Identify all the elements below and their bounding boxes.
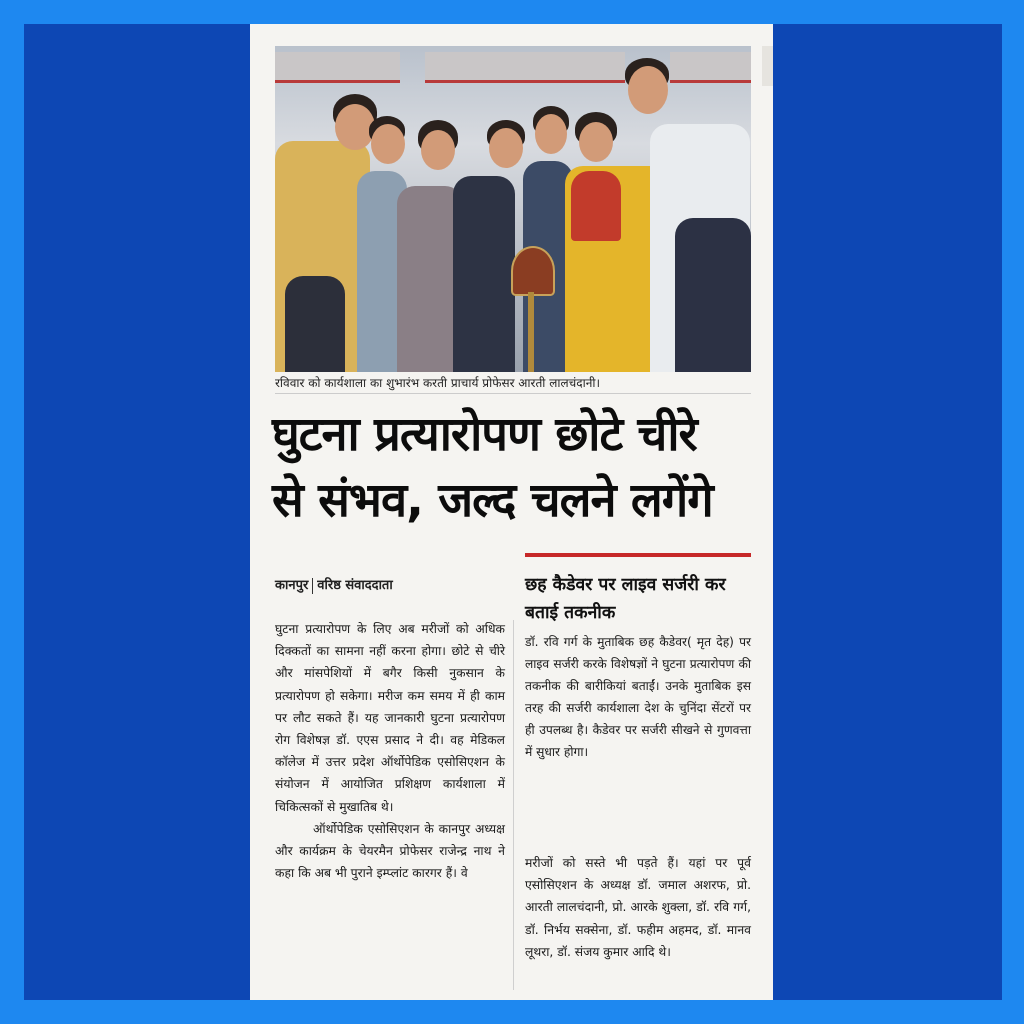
- body-column-left: [275, 618, 505, 884]
- lamp-stand: [528, 292, 534, 372]
- box-body: डॉ. रवि गर्ग के मुताबिक छह कैडेवर( मृत देह) पर लाइव सर्जरी करके विशेषज्ञों ने घुटना प्रत्यारोपण की तकनीक की बारीकियां बताईं। उनके मुताबिक इस तरह की सर्जरी कार्यशाला देश के चुनिंदा सेंटरों पर ही उपलब्ध है। कैडेवर पर सर्जरी सीखने से गुणवत्ता में सुधार होगा।: [525, 635, 751, 759]
- box-title: छह कैडेवर पर लाइव सर्जरी कर बताई तकनीक: [525, 575, 726, 623]
- headline-line-1: घुटना प्रत्यारोपण छोटे चीरे: [272, 407, 697, 462]
- event-banner-center: [425, 52, 625, 83]
- column-divider: [513, 620, 514, 990]
- body-column-right: मरीजों को सस्ते भी पड़ते हैं। यहां पर पूर्व एसोसिएशन के अध्यक्ष डॉ. जमाल अशरफ, प्रो. आरती लालचंदानी, प्रो. आरके शुक्ला, डॉ. रवि गर्ग, डॉ. निर्भय सक्सेना, डॉ. फहीम अहमद, डॉ. मानव लूथरा, डॉ. संजय कुमार आदि थे।: [525, 856, 751, 959]
- sidebar-box: [525, 553, 751, 849]
- headline: [272, 402, 754, 534]
- adjacent-clipping-edge: [762, 46, 773, 86]
- event-banner-left: [275, 52, 400, 83]
- box-top-rule: [525, 553, 751, 557]
- event-photo: [275, 46, 751, 372]
- byline: [275, 575, 393, 594]
- newspaper-clipping: [250, 24, 773, 1000]
- lamp-icon: [511, 246, 555, 296]
- body-paragraph-1: घुटना प्रत्यारोपण के लिए अब मरीजों को अधिक दिक्कतों का सामना नहीं करना होगा। छोटे से चीरे और मांसपेशियों में बगैर किसी नुकसान के प्रत्यारोपण हो सकेगा। मरीज कम समय में ही काम पर लौट सकते हैं। यह जानकारी घुटना प्रत्यारोपण रोग विशेषज्ञ डॉ. एएस प्रसाद ने दी। वह मेडिकल कॉलेज में उत्तर प्रदेश ऑर्थोपेडिक एसोसिएशन के संयोजन में आयोजित प्रशिक्षण कार्यशाला में चिकित्सकों से मुखातिब थे।: [275, 622, 505, 814]
- byline-author: वरिष्ठ संवाददाता: [317, 578, 393, 593]
- event-banner-right: [670, 52, 751, 83]
- photo-caption: रविवार को कार्यशाला का शुभारंभ करती प्राचार्य प्रोफेसर आरती लालचंदानी।: [275, 373, 751, 394]
- body-paragraph-2: ऑर्थोपेडिक एसोसिएशन के कानपुर अध्यक्ष और कार्यक्रम के चेयरमैन प्रोफेसर राजेन्द्र नाथ ने कहा कि अब भी पुराने इम्प्लांट कारगर हैं। वे: [275, 821, 505, 881]
- byline-separator: [312, 578, 313, 594]
- byline-place: कानपुर: [275, 578, 309, 593]
- headline-line-2: से संभव, जल्द चलने लगेंगे: [272, 473, 713, 528]
